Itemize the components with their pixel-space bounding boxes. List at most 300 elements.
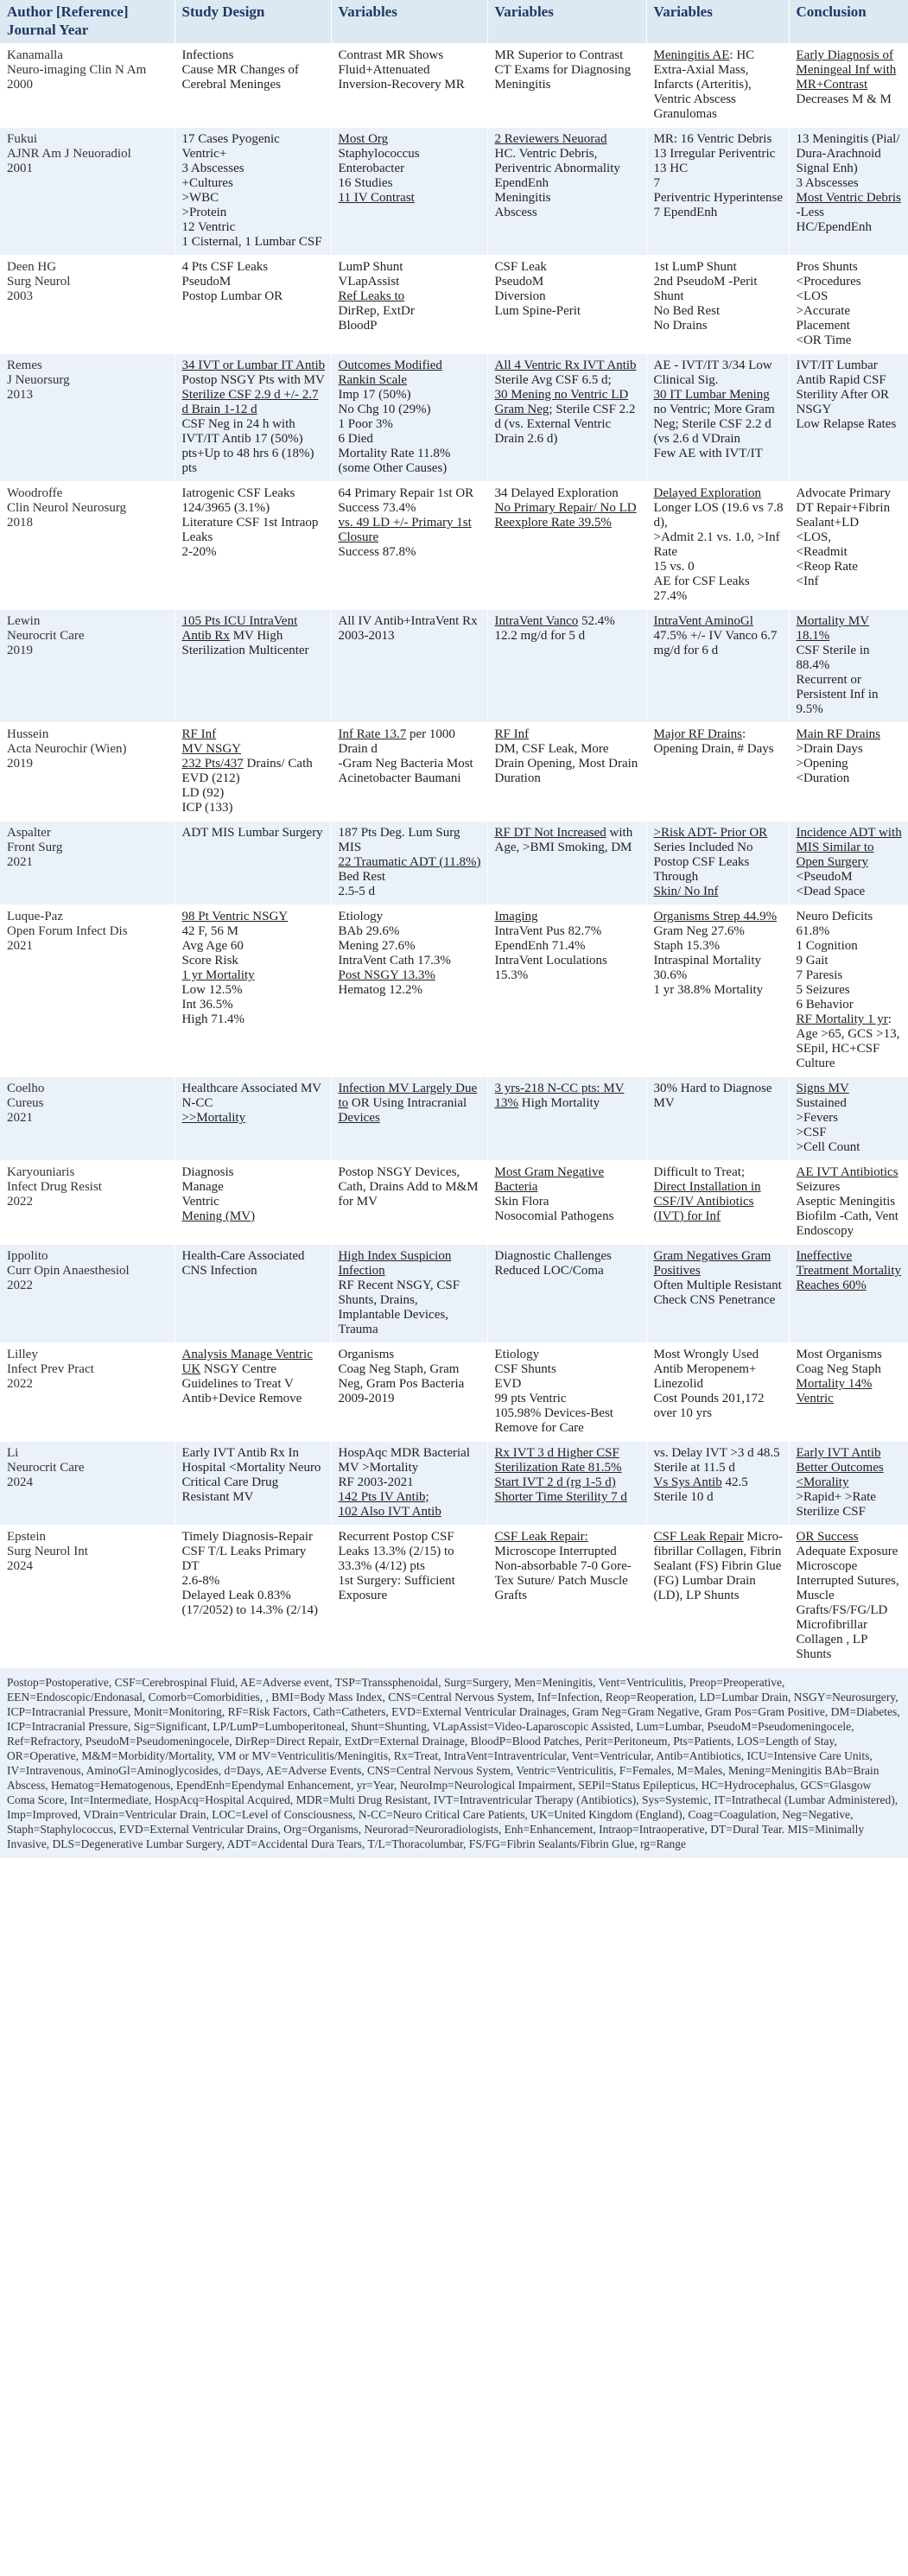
cell-text-line: Etiology [338,910,384,923]
cell-text-line: Postop NSGY Pts with MV [181,373,325,387]
cell-text-line: Infect Prev Pract [7,1362,94,1376]
cell-text-line: Nosocomial Pathogens [494,1209,614,1223]
cell-text-line: Shorter Time Sterility 7 d [494,1490,627,1504]
cell-text-line: Front Surg [7,841,63,854]
cell-text-line: 4 Pts CSF Leaks [181,260,269,274]
conclusion-cell [789,1077,908,1161]
cell-text-line: 5 Seizures [796,983,850,997]
cell-text-line: <Dead Space [796,885,866,898]
cell-text-line: 2024 [7,1559,33,1573]
cell-text-line: 105.98% Devices-Best Remove for Care [494,1406,613,1435]
table-row [0,1343,908,1442]
cell-text-line: 13 Meningitis (Pial/ Dura-Arachnoid Signal Enh) [796,132,900,175]
cell-text-line: Cureus [7,1096,44,1110]
cell-text-line: Etiology [494,1348,540,1361]
cell-text-line: Hussein [7,727,49,741]
cell-text-line: 1 Poor 3% [338,417,393,431]
cell-text-line: 2003 [7,289,33,303]
conclusion-cell [789,256,908,354]
study-design-cell [175,905,331,1077]
conclusion-cell [789,128,908,256]
author-cell [0,256,175,354]
cell-text-line: 98 Pt Ventric NSGY [181,910,289,923]
cell-text-line: DM, CSF Leak, More Drain Opening, Most Drain Duration [494,742,638,785]
cell-text-line: Bed Rest [338,870,386,884]
cell-text-line: No Chg 10 (29%) [338,403,431,416]
cell-text-line: -Gram Neg Bacteria Most Acinetobacter Baumani [338,757,473,785]
cell-text-line: Sustained [796,1096,847,1110]
variables-1-cell [331,1343,487,1442]
study-design-cell [175,128,331,256]
cell-text-line: Postop NSGY Devices, Cath, Drains Add to M&M for MV [338,1165,479,1209]
cell-text-line: IntraVent Cath 17.3% [338,954,451,968]
cell-text-line: Delayed Leak 0.83% (17/2052) to 14.3% (2/14) [181,1589,318,1617]
cell-text-line: Check CNS Penetrance [653,1293,776,1307]
cell-text-line: PseudoM [494,275,544,289]
cell-text-line: >Fevers [796,1111,838,1125]
cell-text-line: 30% Hard to Diagnose MV [653,1082,772,1110]
cell-text-line: Coag Neg Staph, Gram Neg, Gram Pos Bacteria 2009-2019 [338,1362,465,1405]
variables-1-cell [331,1077,487,1161]
cell-text-line: Periventric Hyperintense [653,191,784,205]
study-design-cell [175,1442,331,1526]
cell-text-line: >WBC [181,191,219,205]
cell-text-line: No Bed Rest [653,304,721,318]
conclusion-cell [789,482,908,610]
cell-text-line: Adequate Exposure Microscope Interrupted Sutures, Muscle Grafts/FS/FG/LD Microfibrillar Collagen , LP Shunts [796,1545,899,1661]
cell-text-line: Longer LOS (19.6 vs 7.8 d), [653,501,784,530]
cell-text-line: 13 HC [653,162,689,175]
variables-1-cell [331,723,487,822]
cell-text-line: CNS Infection [181,1264,257,1278]
cell-text-line: >Cell Count [796,1140,860,1154]
cell-text-line: Mening (MV) [181,1209,256,1223]
variables-2-cell [487,905,646,1077]
cell-text-line: 6 Behavior [796,998,854,1012]
cell-text-line: 1 yr Mortality [181,968,255,982]
table-row [0,44,908,128]
cell-text-line: N-CC [181,1096,213,1110]
cell-text-line: 2021 [7,1111,33,1125]
variables-3-cell [646,1442,789,1526]
cell-text-line: Ineffective Treatment Mortality Reaches 60% [796,1249,902,1292]
header-study-design: Study Design [175,0,331,44]
cell-text-line: AE - IVT/IT 3/34 Low Clinical Sig. [653,358,772,387]
variables-2-cell [487,1161,646,1245]
cell-text-line: AE IVT Antibiotics [796,1165,898,1179]
author-cell [0,128,175,256]
cell-text-line: 2.6-8% [181,1574,220,1588]
cell-text-line: Enterobacter [338,162,405,175]
cell-text-line: DirRep, ExtDr [338,304,415,318]
variables-2-cell [487,128,646,256]
author-cell [0,482,175,610]
cell-text-line: RF Inf [181,727,217,741]
conclusion-cell [789,822,908,905]
cell-text-line: 13 Irregular Periventric [653,147,776,161]
cell-text-line: Hematog 12.2% [338,983,422,997]
cell-text-line: Devices [338,1111,380,1125]
cell-text-line: Meningitis [494,191,551,205]
cell-text-line: 187 Pts Deg. Lum Surg MIS [338,826,460,854]
cell-text-line: VLapAssist [338,275,400,289]
cell-text-line: Luque-Paz [7,910,63,923]
header-variables-1: Variables [331,0,487,44]
cell-text-line: Mortality 14% Ventric [796,1377,873,1405]
cell-text-line: Lewin [7,614,41,628]
cell-text-line: no Ventric; More Gram Neg; Sterile CSF 2.2 d (vs 2.6 d VDrain [653,403,775,446]
table-row [0,822,908,905]
cell-text-line: Lilley [7,1348,38,1361]
table-row [0,1245,908,1343]
cell-text-line: Intraspinal Mortality 30.6% [653,954,762,982]
cell-text-line: >Opening [796,757,848,771]
cell-text-line: Post NSGY 13.3% [338,968,435,982]
cell-text-line: Imaging [494,910,538,923]
cell-text-line: Neuro-imaging Clin N Am [7,63,147,77]
cell-text-line: IntraVent AminoGl [653,614,753,628]
cell-text-line: 42.5 Sterile 10 d [653,1475,748,1504]
cell-text-line: Outcomes Modified Rankin Scale [338,358,442,387]
header-row [0,0,908,44]
cell-text-line: MR Superior to Contrast CT Exams for Diagnosing Meningitis [494,48,632,92]
cell-text-line: <PseudoM [796,870,853,884]
cell-text-line: Few AE with IVT/IT [653,447,763,460]
cell-text-line: Success 87.8% [338,545,416,559]
cell-text-line: Early IVT Antib Rx In Hospital <Mortality Neuro Critical Care Drug Resistant MV [181,1446,321,1504]
header-conclusion: Conclusion [789,0,908,44]
cell-text-line: Difficult to Treat; [653,1165,746,1179]
table-row [0,128,908,256]
cell-text-line: RF DT Not Increased [494,826,606,840]
variables-2-cell [487,1245,646,1343]
cell-text-line: Recurrent Postop CSF Leaks 13.3% (2/15) to 33.3% (4/12) pts [338,1530,454,1573]
table-row [0,723,908,822]
variables-2-cell [487,1343,646,1442]
cell-text-line: Mortality MV 18.1% [796,614,870,643]
cell-text-line: <LOS [796,289,829,303]
cell-text-line: Most Gram Negative Bacteria [494,1165,605,1194]
variables-2-cell [487,822,646,905]
cell-text-line: >Risk ADT- Prior OR [653,826,768,840]
cell-text-line: Diversion [494,289,546,303]
conclusion-cell [789,354,908,482]
table-row [0,1077,908,1161]
variables-3-cell [646,1343,789,1442]
cell-text-line: No Primary Repair/ No LD Reexplore Rate 39.5% [494,501,637,530]
cell-text-line: Microscope Interrupted Non-absorbable 7-0 Gore-Tex Suture/ Patch Muscle Grafts [494,1545,632,1602]
conclusion-cell [789,1442,908,1526]
cell-text-line: Success 73.4% [338,501,416,515]
cell-text-line: Kanamalla [7,48,63,62]
cell-text-line: CSF Shunts [494,1362,556,1376]
cell-text-line: CSF Leak Repair: [494,1530,588,1544]
cell-text-line: Micro-fibrillar Collagen, Fibrin Sealant (FS) Fibrin Glue (FG) Lumbar Drain (LD), LP Shunts [653,1530,784,1602]
cell-text-line: Rx IVT 3 d Higher CSF Sterilization Rate 81.5% [494,1446,622,1475]
variables-2-cell [487,1526,646,1668]
cell-text-line: 3 Abscesses [796,176,859,190]
cell-text-line: Major RF Drains [653,727,742,741]
cell-text-line: HC. Ventric Debris, Periventric Abnormality [494,147,620,175]
header-author-journal-year [0,0,175,44]
variables-2-cell [487,256,646,354]
cell-text-line: 2.5-5 d [338,885,375,898]
variables-2-cell [487,44,646,128]
cell-text-line: 2022 [7,1377,33,1391]
variables-2-cell [487,354,646,482]
cell-text-line: vs. 49 LD +/- Primary 1st Closure [338,516,472,544]
cell-text-line: Health-Care Associated [181,1249,305,1263]
study-design-cell [175,1245,331,1343]
variables-3-cell [646,610,789,723]
cell-text-line: Aspalter [7,826,51,840]
cell-text-line: -Less HC/EpendEnh [796,206,872,234]
cell-text-line: Low Relapse Rates [796,417,897,431]
cell-text-line: Gram Negatives Gram Positives [653,1249,771,1278]
cell-text-line: Biofilm -Cath, Vent Endoscopy [796,1209,898,1238]
cell-text-line: 1st LumP Shunt [653,260,737,274]
variables-3-cell [646,256,789,354]
cell-text-line: AJNR Am J Neuoradiol [7,147,131,161]
cell-text-line: 2021 [7,939,33,953]
study-design-cell [175,354,331,482]
cell-text-line: OR Success [796,1530,859,1544]
cell-text-line: >>Mortality [181,1111,246,1125]
header-variables-3: Variables [646,0,789,44]
conclusion-cell [789,1161,908,1245]
study-design-cell [175,1077,331,1161]
variables-3-cell [646,1161,789,1245]
cell-text-line: ICP (133) [181,801,233,815]
cell-text-line: Mening 27.6% [338,939,416,953]
cell-text-line: Incidence ADT with MIS Similar to Open Surgery [796,826,902,869]
abbreviations-footnote: Postop=Postoperative, CSF=Cerebrospinal Fluid, AE=Adverse event, TSP=Transsphenoidal, Surg=Surgery, Men=Meningitis, Vent=Ventriculitis, Preop=Preoperative, EEN=Endoscopic/Endonasal, Comorb=Comorbidities, , BMI=Body Mass Index, CNS=Central Nervous System, Inf=Infection, Reop=Reoperation, LD=Lumbar Drain, NSGY=Neurosurgery, ICP=Intracranial Pressure, Monit=Monitoring, RF=Risk Factors, Cath=Catheters, EVD=External Ventricular Drainages, Gram Neg=Gram Negative, Gram Pos=Gram Positive, DM=Diabetes, ICP=Intracranial Pressure, Sig=Significant, LP/LumP=Lumboperitoneal, Shunt=Shunting, VLapAssist=Video-Laparoscopic Assisted, Lum=Lumbar, PseudoM=Pseudomeningocele, Ref=Refractory, PseudoM=Pseudomeningocele, DirRep=Direct Repair, ExtDr=External Drainage, BloodP=Blood Patches, Perit=Peritoneum, Pts=Patients, LOS=Length of Stay, OR=Operative, M&M=Morbidity/Mortality, VM or MV=Ventriculitis/Meningitis, Rx=Treat, IntraVent=Intraventricular, Vent=Ventricular, Antib=Antibiotics, ICU=Intensive Care Units, IV=Intravenous, AminoGl=Aminoglycosides, d=Days, AE=Adverse Events, CNS=Central Nervous System, Ventric=Ventriculitis, F=Females, M=Males, Mening=Meningitis BAb=Brain Abscess, Hematog=Hematogenous, EpendEnh=Ependymal Enhancement, yr=Year, NeuroImp=Neurological Impairment, SEPil=Status Epilepticus, HC=Hydrocephalus, GCS=Glasgow Coma Score, Int=Intermediate, HospAcq=Hospital Acquired, MDR=Multi Drug Resistant, IVT=Intraventricular Therapy (Antibiotics), Sys=Systemic, IT=Intrathecal (Lumbar Administered), Imp=Improved, VDrain=Ventricular Drain, LOC=Level of Consciousness, N-CC=Neuro Critical Care Patients, UK=United Kingdom (England), Coag=Coagulation, Neg=Negative, Staph=Staphylococcus, EVD=External Ventricular Drains, Org=Organisms, Neurorad=Neuroradiologists, Enh=Enhancement, Intraop=Intraoperative, DT=Dural Tear. MIS=Minimally Invasive, DLS=Degenerative Lumbar Surgery, ADT=Accidental Dura Tears, T/L=Thoracolumbar, FS/FG=Fibrin Sealants/Fibrin Glue, rg=Range [0,1668,908,1859]
variables-2-cell [487,723,646,822]
variables-1-cell [331,1161,487,1245]
variables-3-cell [646,905,789,1077]
cell-text-line: 102 Also IVT Antib [338,1505,441,1519]
cell-text-line: >Accurate Placement [796,304,851,333]
study-design-cell [175,723,331,822]
cell-text-line: LD (92) [181,786,225,800]
study-design-cell [175,44,331,128]
cell-text-line: 1 Cognition [796,939,858,953]
cell-text-line: Curr Opin Anaesthesiol [7,1264,130,1278]
conclusion-cell [789,1343,908,1442]
variables-1-cell [331,822,487,905]
variables-1-cell [331,482,487,610]
cell-text-line: >CSF [796,1126,827,1139]
cell-text-line: <Readmit [796,545,848,559]
cell-text-line: 3 Abscesses [181,162,244,175]
cell-text-line: Staphylococcus [338,147,420,161]
variables-2-cell [487,1077,646,1161]
cell-text-line: Woodroffe [7,486,63,500]
cell-text-line: LumP Shunt [338,260,403,274]
table-row [0,1161,908,1245]
author-cell [0,354,175,482]
cell-text-line: >Rapid+ >Rate Sterilize CSF [796,1490,876,1519]
cell-text-line: CSF Sterile in 88.4% [796,644,870,672]
cell-text-line: 2019 [7,757,33,771]
cell-text-line: Surg Neurol Int [7,1545,88,1558]
cell-text-line: Acta Neurochir (Wien) [7,742,127,756]
cell-text-line: 16 Studies [338,176,393,190]
cell-text-line: Cost Pounds 201,172 over 10 yrs [653,1392,765,1420]
cell-text-line: Skin/ No Inf [653,885,719,898]
cell-text-line: IntraVent Vanco [494,614,579,628]
cell-text-line: Series Included No Postop CSF Leaks Through [653,841,753,884]
cell-text-line: Early IVT Antib Better Outcomes <Morality [796,1446,884,1489]
cell-text-line: IntraVent Pus 82.7% [494,924,602,938]
cell-text-line: 2013 [7,388,33,402]
cell-text-line: 7 Paresis [796,968,843,982]
author-cell [0,1526,175,1668]
cell-text-line: 2 Reviewers Neuorad [494,132,607,146]
conclusion-cell [789,1526,908,1668]
author-cell [0,1161,175,1245]
cell-text-line: IVT/IT Lumbar Antib Rapid CSF Sterility After OR NSGY [796,358,889,416]
cell-text-line: Sterile Avg CSF 6.5 d; [494,373,612,387]
study-design-cell [175,1526,331,1668]
cell-text-line: 1 Cisternal, 1 Lumbar CSF [181,235,322,249]
cell-text-line: BAb 29.6% [338,924,400,938]
cell-text-line: 2-20% [181,545,217,559]
cell-text-line: <Reop Rate [796,560,858,574]
study-design-cell [175,256,331,354]
cell-text-line: Neurocrit Care [7,1461,85,1475]
cell-text-line: Deen HG [7,260,57,274]
variables-1-cell [331,905,487,1077]
cell-text-line: 2019 [7,644,33,657]
cell-text-line: Epstein [7,1530,46,1544]
cell-text-line: per 1000 Drain d [338,727,455,756]
cell-text-line: <LOS, [796,530,832,544]
cell-text-line: Coelho [7,1082,45,1095]
variables-3-cell [646,44,789,128]
cell-text-line: Cause MR Changes of Cerebral Meninges [181,63,299,92]
variables-1-cell [331,128,487,256]
cell-text-line: 142 Pts IV Antib; [338,1490,429,1504]
cell-text-line: 1st Surgery: Sufficient Exposure [338,1574,455,1602]
cell-text-line: 11 IV Contrast [338,191,415,205]
variables-3-cell [646,128,789,256]
variables-2-cell [487,482,646,610]
variables-3-cell [646,1245,789,1343]
cell-text-line: Li [7,1446,19,1460]
cell-text-line: High Mortality [518,1096,600,1110]
cell-text-line: 47.5% +/- IV Vanco 6.7 mg/d for 6 d [653,629,778,657]
cell-text-line: 2000 [7,78,33,92]
cell-text-line: Literature CSF 1st Intraop Leaks [181,516,319,544]
table-row [0,905,908,1077]
author-cell [0,1245,175,1343]
cell-text-line: Imp 17 (50%) [338,388,411,402]
conclusion-cell [789,610,908,723]
cell-text-line: EVD (212) [181,771,240,785]
header-variables-2: Variables [487,0,646,44]
cell-text-line: EpendEnh [494,176,549,190]
table-body [0,44,908,1668]
cell-text-line: 2022 [7,1278,33,1292]
cell-text-line: 1 yr 38.8% Mortality [653,983,764,997]
cell-text-line: RF Recent NSGY, CSF Shunts, Drains, Implantable Devices, Trauma [338,1278,460,1336]
cell-text-line: Neurocrit Care [7,629,85,643]
table-row [0,610,908,723]
variables-1-cell [331,44,487,128]
cell-text-line: 232 Pts/437 [181,757,244,771]
cell-text-line: CSF Leak Repair [653,1530,744,1544]
cell-text-line: 2024 [7,1475,33,1489]
cell-text-line: <Procedures [796,275,861,289]
cell-text-line: EpendEnh 71.4% [494,939,586,953]
cell-text-line: Karyouniaris [7,1165,75,1179]
cell-text-line: 2001 [7,162,33,175]
variables-1-cell [331,1526,487,1668]
study-design-cell [175,1161,331,1245]
cell-text-line: : Opening Drain, # Days [653,727,774,756]
cell-text-line: <Duration [796,771,850,785]
footnote-row [0,1668,908,1859]
variables-3-cell [646,1077,789,1161]
cell-text-line: MR: 16 Ventric Debris [653,132,772,146]
table-header [0,0,908,44]
cell-text-line: 9 Gait [796,954,829,968]
cell-text-line: 2nd PseudoM -Perit Shunt [653,275,758,303]
table-row [0,256,908,354]
cell-text-line: Most Organisms Coag Neg Staph [796,1348,882,1376]
cell-text-line: ADT MIS Lumbar Surgery [181,826,323,840]
cell-text-line: Skin Flora [494,1195,549,1209]
cell-text-line: 7 [653,176,660,190]
cell-text-line: Aseptic Meningitis [796,1195,896,1209]
cell-text-line: Inf Rate 13.7 [338,727,407,741]
variables-1-cell [331,1245,487,1343]
cell-text-line: Open Forum Infect Dis [7,924,128,938]
cell-text-line: Most Org [338,132,389,146]
author-cell [0,1343,175,1442]
cell-text-line: vs. Delay IVT >3 d 48.5 Sterile at 11.5 d [653,1446,780,1475]
cell-text-line: Mortality Rate 11.8% (some Other Causes) [338,447,451,475]
table-row [0,1442,908,1526]
cell-text-line: 2018 [7,516,33,530]
cell-text-line: PseudoM [181,275,232,289]
cell-text-line: 2022 [7,1195,33,1209]
cell-text-line: All IV Antib+IntraVent Rx 2003-2013 [338,614,478,643]
cell-text-line: Postop Lumbar OR [181,289,283,303]
cell-text-line: Often Multiple Resistant [653,1278,782,1292]
cell-text-line: Early Diagnosis of Meningeal Inf with MR+Contrast [796,48,897,92]
cell-text-line: OR Using Intracranial [348,1096,467,1110]
cell-text-line: Remes [7,358,42,372]
cell-text-line: Infect Drug Resist [7,1180,102,1194]
cell-text-line: Most Wrongly Used Antib Meropenem+ Linezolid [653,1348,759,1391]
study-design-cell [175,1343,331,1442]
cell-text-line: Organisms Strep 44.9% [653,910,778,923]
cell-text-line: MV High Sterilization Multicenter [181,629,309,657]
cell-text-line: All 4 Ventric Rx IVT Antib [494,358,637,372]
cell-text-line: Signs MV [796,1082,849,1095]
study-design-cell [175,822,331,905]
author-cell [0,1442,175,1526]
cell-text-line: 99 pts Ventric [494,1392,567,1405]
cell-text-line: RF Inf [494,727,530,741]
cell-text-line: Score Risk [181,954,238,968]
cell-text-line: Organisms [338,1348,395,1361]
cell-text-line: Recurrent or Persistent Inf in 9.5% [796,673,879,716]
variables-3-cell [646,1526,789,1668]
variables-1-cell [331,610,487,723]
